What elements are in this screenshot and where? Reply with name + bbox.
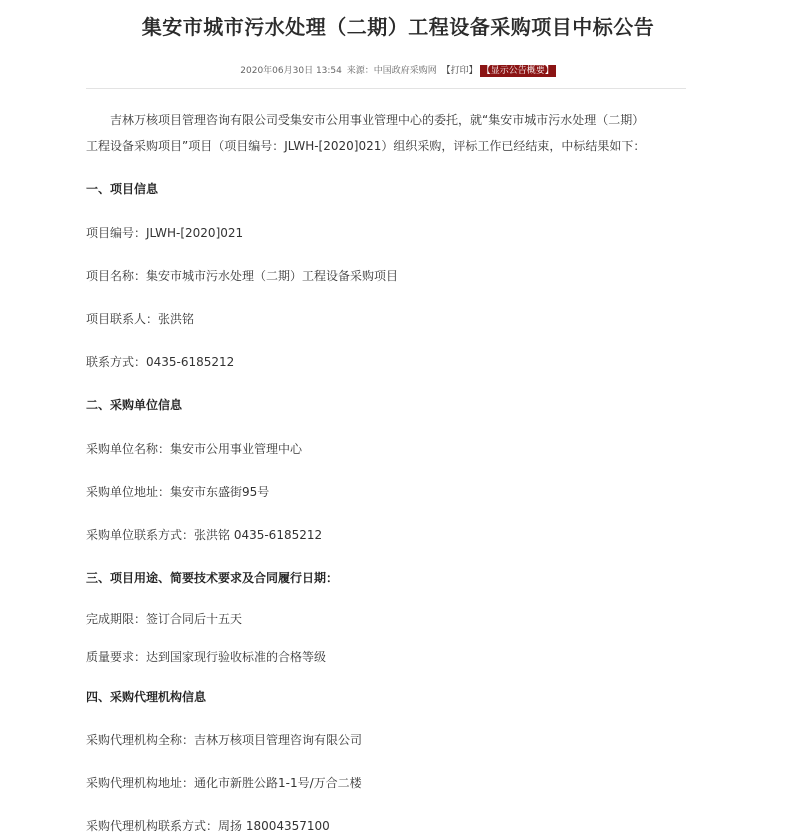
source-label: 来源： xyxy=(346,66,374,76)
section-heading-agency: 四、采购代理机构信息 xyxy=(86,690,207,704)
agency-contact: 采购代理机构联系方式：周扬 18004357100 xyxy=(86,819,330,833)
page-title: 集安市城市污水处理（二期）工程设备采购项目中标公告 xyxy=(141,15,655,39)
agency-name: 采购代理机构全称：吉林万核项目管理咨询有限公司 xyxy=(86,733,363,747)
project-number: 项目编号：JLWH-[2020]021 xyxy=(86,226,244,240)
section-heading-project-info: 一、项目信息 xyxy=(86,182,159,196)
print-link[interactable]: 【打印】 xyxy=(441,66,478,76)
purchaser-name: 采购单位名称：集安市公用事业管理中心 xyxy=(86,442,303,456)
intro-line-1: 吉林万核项目管理咨询有限公司受集安市公用事业管理中心的委托，就“集安市城市污水处理（二期） xyxy=(110,113,645,127)
section-heading-purchaser: 二、采购单位信息 xyxy=(86,398,183,412)
agency-address: 采购代理机构地址：通化市新胜公路1-1号/万合二楼 xyxy=(86,776,362,790)
project-contact: 项目联系人：张洪铭 xyxy=(86,312,195,326)
project-phone: 联系方式：0435-6185212 xyxy=(86,355,235,369)
show-summary-button[interactable]: 【显示公告概要】 xyxy=(481,66,554,76)
intro-line-2: 工程设备采购项目”项目（项目编号：JLWH-[2020]021）组织采购，评标工作已经结束，中标结果如下： xyxy=(86,139,646,153)
purchaser-address: 采购单位地址：集安市东盛街95号 xyxy=(86,485,270,499)
quality-requirement: 质量要求：达到国家现行验收标准的合格等级 xyxy=(86,650,327,664)
publish-datetime: 2020年06月30日 13:54 xyxy=(240,66,342,76)
header-divider xyxy=(86,88,686,89)
project-name: 项目名称：集安市城市污水处理（二期）工程设备采购项目 xyxy=(86,269,399,283)
completion-deadline: 完成期限：签订合同后十五天 xyxy=(86,612,243,626)
article-meta xyxy=(0,63,796,77)
source-name: 中国政府采购网 xyxy=(373,66,437,76)
section-heading-requirements: 三、项目用途、简要技术要求及合同履行日期： xyxy=(86,571,339,585)
purchaser-contact: 采购单位联系方式：张洪铭 0435-6185212 xyxy=(86,528,323,542)
